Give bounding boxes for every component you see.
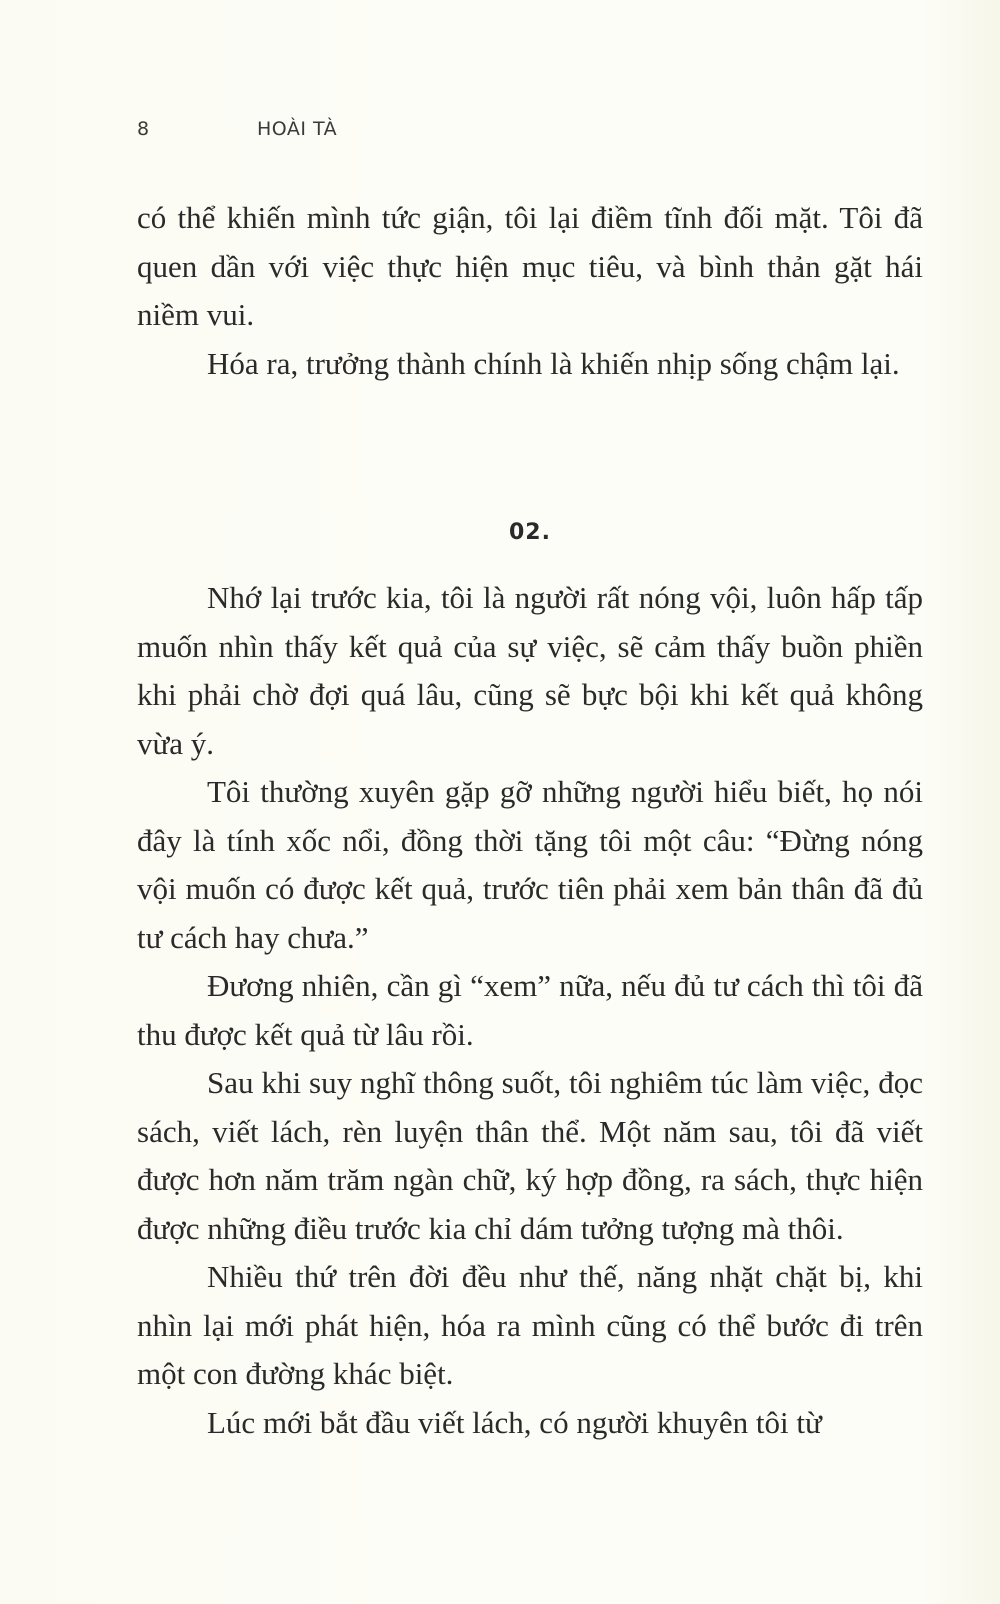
paragraph: Đương nhiên, cần gì “xem” nữa, nếu đủ tư cách thì tôi đã thu được kết quả từ lâu rồi. [137, 968, 923, 1052]
section-body [137, 574, 923, 1447]
section-heading: 02. [509, 520, 551, 545]
page-number: 8 [137, 118, 150, 140]
paragraph: Tôi thường xuyên gặp gỡ những người hiểu biết, họ nói đây là tính xốc nổi, đồng thời tặng tôi một câu: “Đừng nóng vội muốn có được kết quả, trước tiên phải xem bản thân đã đủ tư cách hay chưa.” [137, 774, 923, 955]
paragraph: Sau khi suy nghĩ thông suốt, tôi nghiêm túc làm việc, đọc sách, viết lách, rèn luyện thân thể. Một năm sau, tôi đã viết được hơn năm trăm ngàn chữ, ký hợp đồng, ra sách, thực hiện được những điều trước kia chỉ dám tưởng tượng mà thôi. [137, 1065, 923, 1246]
paragraph-continues: Lúc mới bắt đầu viết lách, có người khuyên tôi từ [207, 1404, 822, 1440]
running-header [137, 118, 337, 140]
running-header-author: HOÀI TÀ [257, 118, 338, 140]
paragraph: Nhớ lại trước kia, tôi là người rất nóng vội, luôn hấp tấp muốn nhìn thấy kết quả của sự việc, sẽ cảm thấy buồn phiền khi phải chờ đợi quá lâu, cũng sẽ bực bội khi kết quả không vừa ý. [137, 580, 923, 761]
opening-text [137, 194, 923, 388]
paragraph: Hóa ra, trưởng thành chính là khiến nhịp sống chậm lại. [207, 345, 900, 381]
paragraph: Nhiều thứ trên đời đều như thế, năng nhặt chặt bị, khi nhìn lại mới phát hiện, hóa ra mình cũng có thể bước đi trên một con đường khác biệt. [137, 1259, 923, 1391]
paragraph-continuation: có thể khiến mình tức giận, tôi lại điềm tĩnh đối mặt. Tôi đã quen dần với việc thực hiện mục tiêu, và bình thản gặt hái niềm vui. [137, 200, 923, 332]
